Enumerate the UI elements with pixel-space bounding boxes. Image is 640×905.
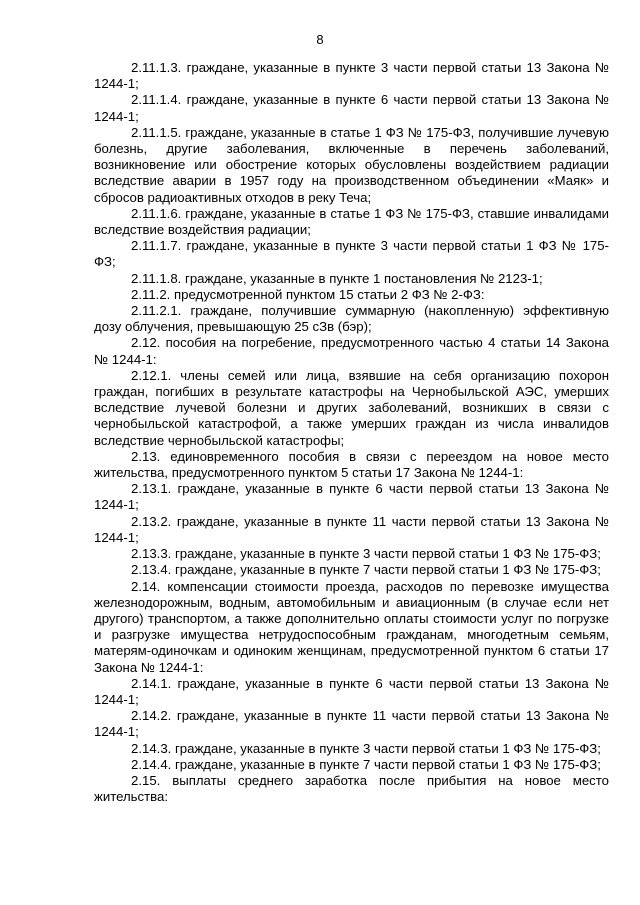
paragraph: 2.13.1. граждане, указанные в пункте 6 части первой статьи 13 Закона № 1244-1; <box>94 481 609 513</box>
paragraph: 2.13.4. граждане, указанные в пункте 7 части первой статьи 1 ФЗ № 175-ФЗ; <box>131 562 601 578</box>
paragraph: 2.13.2. граждане, указанные в пункте 11 части первой статьи 13 Закона № 1244-1; <box>94 513 609 545</box>
paragraph: 2.11.1.3. граждане, указанные в пункте 3 части первой статьи 13 Закона № 1244-1; <box>94 60 609 92</box>
paragraph: 2.13.3. граждане, указанные в пункте 3 части первой статьи 1 ФЗ № 175-ФЗ; <box>131 546 601 562</box>
paragraph: 2.11.1.4. граждане, указанные в пункте 6 части первой статьи 13 Закона № 1244-1; <box>94 92 609 124</box>
paragraph: 2.11.1.5. граждане, указанные в статье 1 ФЗ № 175-ФЗ, получившие лучевую болезнь, другие заболевания, включенные в перечень заболеваний, возникновение или обострение которых обусловлены воздействием радиации вследствие аварии в 1957 году на производственном объединении «Маяк» и сбросов радиоактивных отходов в реку Теча; <box>94 124 609 205</box>
paragraph: 2.12. пособия на погребение, предусмотренного частью 4 статьи 14 Закона № 1244-1: <box>94 335 609 367</box>
paragraph: 2.11.2.1. граждане, получившие суммарную (накопленную) эффективную дозу облучения, превышающую 25 сЗв (бэр); <box>94 303 609 335</box>
paragraph: 2.11.1.6. граждане, указанные в статье 1 ФЗ № 175-ФЗ, ставшие инвалидами вследствие воздействия радиации; <box>94 205 609 238</box>
paragraph: 2.14.1. граждане, указанные в пункте 6 части первой статьи 13 Закона № 1244-1; <box>94 675 609 707</box>
document-body <box>94 60 609 805</box>
paragraph: 2.14.3. граждане, указанные в пункте 3 части первой статьи 1 ФЗ № 175-ФЗ; <box>131 740 601 756</box>
paragraph: 2.11.1.7. граждане, указанные в пункте 3 части первой статьи 1 ФЗ № 175-ФЗ; <box>94 238 609 270</box>
paragraph: 2.14.4. граждане, указанные в пункте 7 части первой статьи 1 ФЗ № 175-ФЗ; <box>131 756 601 772</box>
paragraph: 2.12.1. члены семей или лица, взявшие на себя организацию похорон граждан, погибших в результате катастрофы на Чернобыльской АЭС, умерших вследствие лучевой болезни и других заболеваний, возникших в связи с чернобыльской катастрофой, а также умерших граждан из числа инвалидов вследствие чернобыльской катастрофы; <box>94 367 609 448</box>
paragraph: 2.14. компенсации стоимости проезда, расходов по перевозке имущества железнодорожным, водным, автомобильным и авиационным (в случае если нет другого) транспортом, а также дополнительно оплаты стоимости услуг по погрузке и разгрузке имущества нетрудоспособным гражданам, многодетным семьям, матерям-одиночкам и одиноким женщинам, предусмотренной пунктом 6 статьи 17 Закона № 1244-1: <box>94 578 609 675</box>
paragraph: 2.15. выплаты среднего заработка после прибытия на новое место жительства: <box>94 772 609 805</box>
paragraph: 2.11.2. предусмотренной пунктом 15 статьи 2 ФЗ № 2-ФЗ: <box>131 286 485 302</box>
paragraph: 2.14.2. граждане, указанные в пункте 11 части первой статьи 13 Закона № 1244-1; <box>94 708 609 740</box>
paragraph: 2.13. единовременного пособия в связи с переездом на новое место жительства, предусмотренного пунктом 5 статьи 17 Закона № 1244-1: <box>94 448 609 481</box>
paragraph: 2.11.1.8. граждане, указанные в пункте 1 постановления № 2123-1; <box>131 270 543 286</box>
page-number: 8 <box>316 32 324 47</box>
